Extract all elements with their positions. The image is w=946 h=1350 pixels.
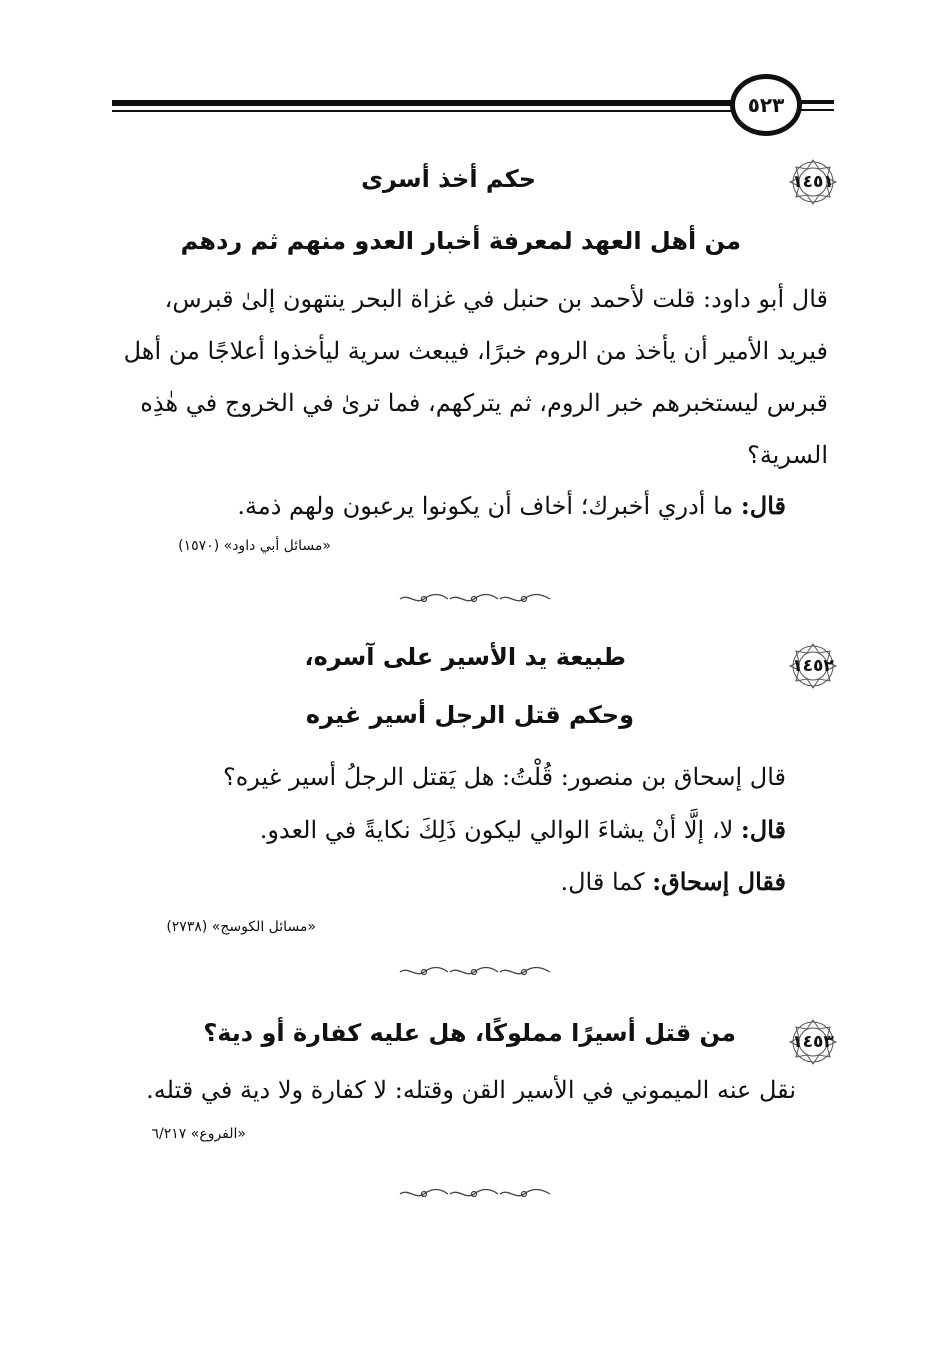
source-citation: «الفروع» ٦/٢١٧ bbox=[151, 1126, 246, 1142]
entry-title-line1: حكم أخذ أسرى bbox=[361, 165, 536, 193]
paragraph-line: فيريد الأمير أن يأخذ من الروم خبرًا، فيبعث سرية ليأخذوا أعلاجًا من أهل bbox=[123, 337, 828, 365]
paragraph-line: قبرس ليستخبرهم خبر الروم، ثم يتركهم، فما ترىٰ في الخروج في هٰذِه bbox=[140, 389, 828, 417]
paragraph-line: قال إسحاق بن منصور: قُلْتُ: هل يَقتل الرجلُ أسير غيره؟ bbox=[222, 763, 786, 791]
header-rule-right-thick bbox=[800, 100, 834, 104]
section-divider-ornament bbox=[398, 592, 552, 606]
entry-title-line1: طبيعة يد الأسير على آسره، bbox=[304, 643, 626, 671]
entry-number: ١٤٥٢ bbox=[792, 656, 834, 676]
section-divider-ornament bbox=[398, 965, 552, 979]
page-number: ٥٢٣ bbox=[730, 74, 802, 136]
header-rule-thick bbox=[112, 100, 732, 106]
entry-title-line2: وحكم قتل الرجل أسير غيره bbox=[305, 701, 634, 729]
answer-text: كما قال. bbox=[560, 868, 653, 896]
entry-number-badge bbox=[784, 157, 842, 207]
paragraph-line: نقل عنه الميموني في الأسير القن وقتله: لا كفارة ولا دية في قتله. bbox=[146, 1076, 796, 1104]
entry-number: ١٤٥٣ bbox=[792, 1032, 834, 1052]
entry-title-line1: من قتل أسيرًا مملوكًا، هل عليه كفارة أو دية؟ bbox=[203, 1019, 736, 1047]
answer-label: فقال إسحاق: bbox=[652, 867, 786, 896]
entry-number-badge bbox=[784, 641, 842, 691]
paragraph-line: السرية؟ bbox=[747, 441, 828, 469]
source-citation: «مسائل أبي داود» (١٥٧٠) bbox=[178, 538, 331, 554]
answer-line bbox=[260, 815, 786, 844]
header-rule-thin bbox=[112, 110, 732, 112]
header-rule-right-thin bbox=[800, 109, 834, 111]
answer-label: قال: bbox=[740, 491, 786, 520]
page-number-badge bbox=[730, 74, 802, 134]
answer-label: قال: bbox=[740, 815, 786, 844]
entry-number-badge bbox=[784, 1017, 842, 1067]
entry-number: ١٤٥١ bbox=[792, 172, 834, 192]
answer-text: ما أدري أخبرك؛ أخاف أن يكونوا يرعبون ولهم ذمة. bbox=[237, 492, 741, 520]
answer-line bbox=[237, 491, 786, 520]
entry-title-line2: من أهل العهد لمعرفة أخبار العدو منهم ثم ردهم bbox=[180, 227, 741, 255]
paragraph-line: قال أبو داود: قلت لأحمد بن حنبل في غزاة البحر ينتهون إلىٰ قبرس، bbox=[164, 285, 828, 313]
source-citation: «مسائل الكوسج» (٢٧٣٨) bbox=[166, 919, 316, 935]
answer-text: لا، إلَّا أنْ يشاءَ الوالي ليكون ذَلِكَ نكايةً في العدو. bbox=[259, 816, 741, 844]
section-divider-ornament bbox=[398, 1187, 552, 1201]
answer-line bbox=[560, 867, 786, 896]
